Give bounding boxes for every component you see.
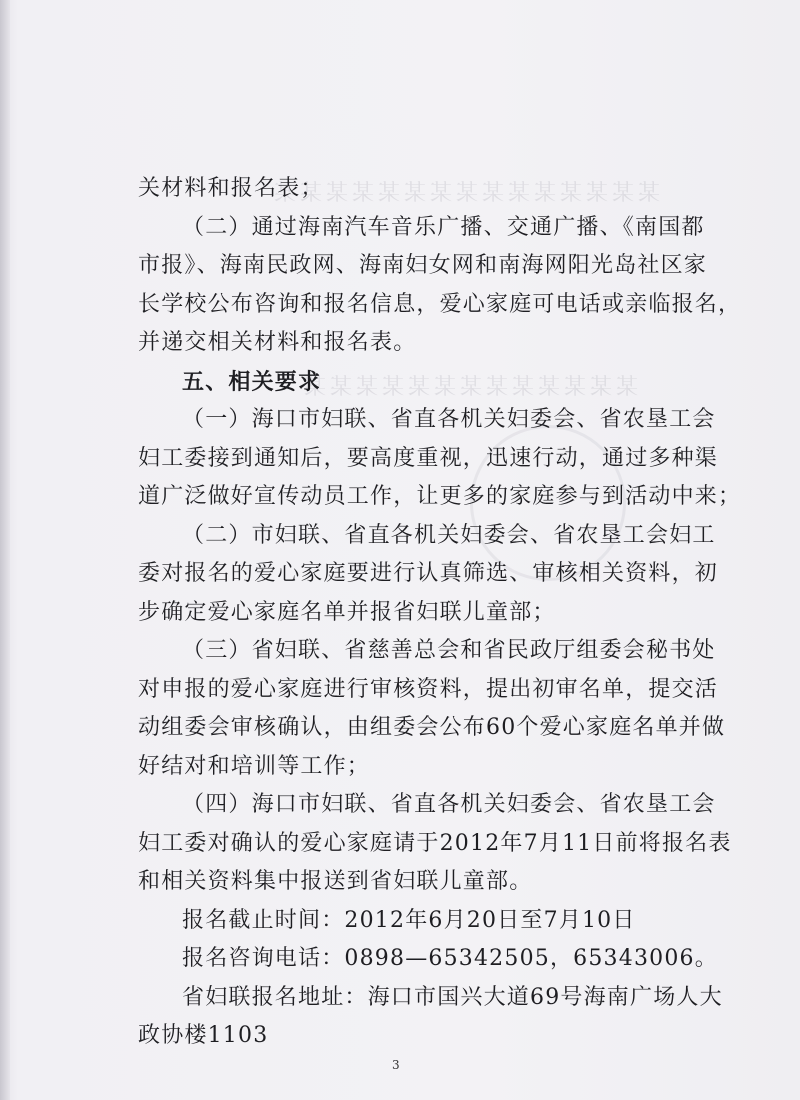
- text-line: 长学校公布咨询和报名信息，爱心家庭可电话或亲临报名，: [138, 291, 742, 317]
- text-line: 并递交相关材料和报名表。: [138, 330, 417, 355]
- text-line: 动组委会审核确认，由组委会公布60个爱心家庭名单并做: [138, 715, 726, 740]
- text-line: 妇工委对确认的爱心家庭请于2012年7月11日前将报名表: [138, 830, 732, 856]
- text-line: 步确定爱心家庭名单并报省妇联儿童部；: [138, 599, 556, 625]
- page-number: 3: [392, 1058, 400, 1072]
- text-line: 政协楼1103: [138, 1023, 269, 1048]
- document-body: [138, 170, 742, 1056]
- text-line: （二）通过海南汽车音乐广播、交通广播、《南国都: [182, 214, 705, 240]
- text-line: 报名咨询电话：0898—65342505，65343006。: [182, 946, 718, 971]
- text-line: 好结对和培训等工作；: [138, 753, 371, 779]
- bleed-through-text: 某某某某某某某某某某某某某: [300, 375, 639, 400]
- text-line: 妇工委接到通知后，要高度重视，迅速行动，通过多种渠: [138, 445, 719, 471]
- page-left-edge: [0, 0, 10, 1100]
- text-line: 委对报名的爱心家庭要进行认真筛选、审核相关资料，初: [138, 561, 719, 586]
- text-line: （三）省妇联、省慈善总会和省民政厅组委会秘书处: [182, 638, 716, 663]
- text-line: 关材料和报名表；: [138, 176, 324, 201]
- text-line: （四）海口市妇联、省直各机关妇委会、省农垦工会: [182, 792, 716, 817]
- section-heading: 五、相关要求: [182, 368, 322, 395]
- bleed-through-text: 某某某某某某某某某某某某某某某: [270, 181, 661, 206]
- text-line: 和相关资料集中报送到省妇联儿童部。: [138, 869, 533, 894]
- text-line: 市报》、海南民政网、海南妇女网和南海网阳光岛社区家: [138, 253, 708, 278]
- text-line: （一）海口市妇联、省直各机关妇委会、省农垦工会: [182, 407, 716, 432]
- text-line: 对申报的爱心家庭进行审核资料，提出初审名单，提交活: [138, 676, 719, 702]
- text-line: 道广泛做好宣传动员工作，让更多的家庭参与到活动中来；: [138, 484, 742, 509]
- text-line: 报名截止时间：2012年6月20日至7月10日: [182, 907, 636, 933]
- text-line: （二）市妇联、省直各机关妇委会、省农垦工会妇工: [182, 522, 716, 548]
- text-line: 省妇联报名地址：海口市国兴大道69号海南广场人大: [182, 984, 723, 1010]
